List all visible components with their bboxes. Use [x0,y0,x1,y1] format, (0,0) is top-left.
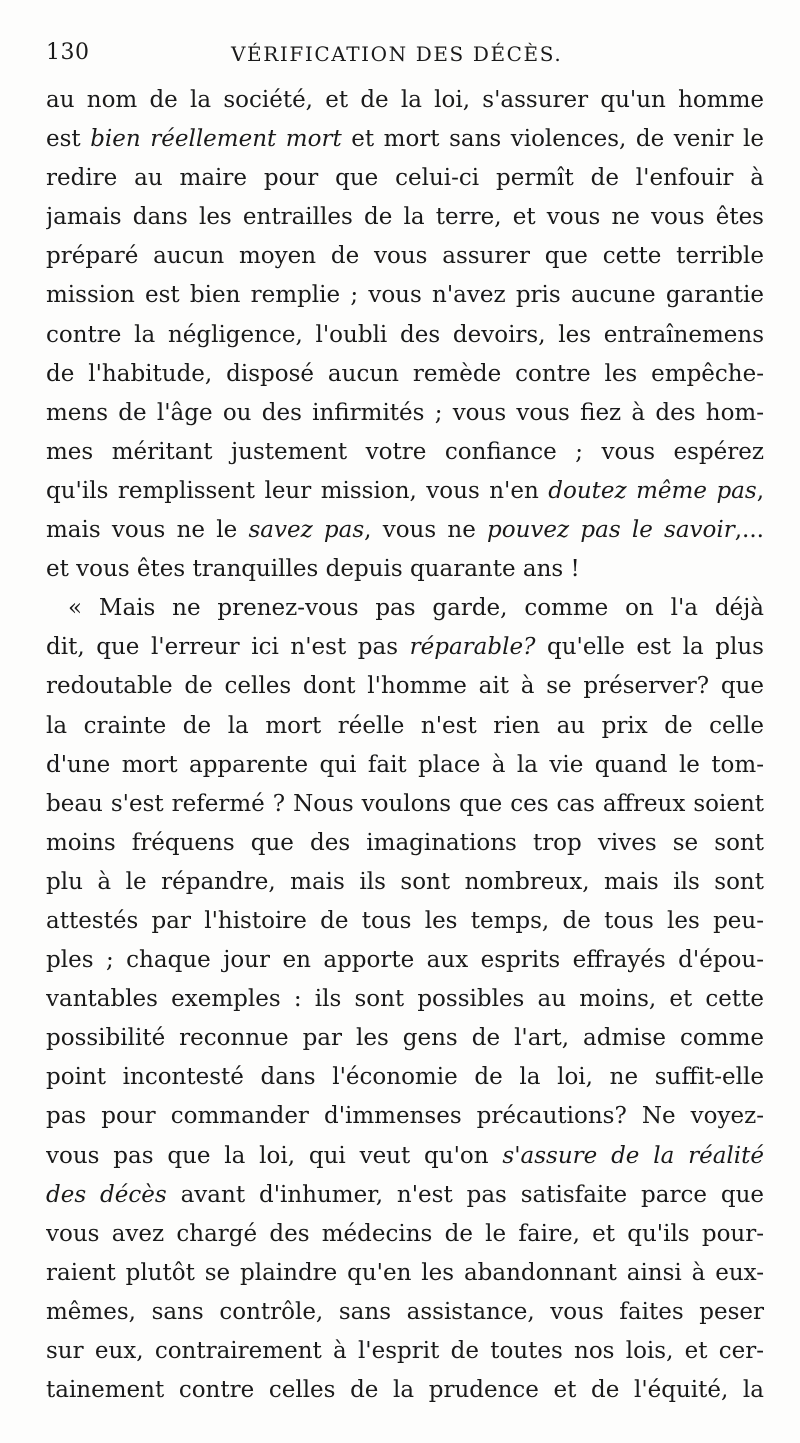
text-segment: plu à le répandre, mais ils sont nombreux, mais ils sont [46,868,764,895]
text-line [46,159,764,198]
text-line [46,980,764,1019]
text-segment: qu'elle est la plus [535,634,764,661]
text-segment: vous pas que la loi, qui veut qu'on [46,1142,503,1169]
text-segment: , vous ne [364,517,488,544]
text-segment: sur eux, contrairement à l'esprit de toutes nos lois, et cer- [46,1338,764,1364]
text-line [46,628,764,667]
italic-text: pouvez pas le savoir [487,517,735,544]
text-line [46,746,764,785]
text-segment: jamais dans les entrailles de la terre, et vous ne vous êtes [46,204,764,231]
italic-text: réparable? [409,634,536,661]
text-line [46,1176,764,1215]
text-segment: et mort sans violences, de venir le [341,126,764,153]
text-segment: tainement contre celles de la prudence et de l'équité, la [46,1377,764,1404]
body-text [46,81,764,1410]
text-line [46,824,764,863]
text-segment: préparé aucun moyen de vous assurer que cette terrible [46,243,764,270]
text-segment: contre la négligence, l'oubli des devoirs, les entraînemens [46,321,764,348]
text-segment: mes méritant justement votre confiance ; vous espérez [46,438,764,465]
text-line [46,394,764,433]
text-segment: mais vous ne le [46,517,249,544]
text-line [46,589,764,628]
text-segment: redoutable de celles dont l'homme ait à se préserver? que [46,673,764,700]
text-line [46,1097,764,1136]
text-segment: la crainte de la mort réelle n'est rien au prix de celle [46,712,764,739]
text-line [46,1058,764,1097]
text-segment: « Mais ne prenez-vous pas garde, comme on l'a déjà [68,595,764,622]
text-segment: vantables exemples : ils sont possibles au moins, et cette [46,986,764,1013]
page-number: 130 [46,40,90,65]
italic-text: des décès [46,1181,167,1208]
text-line [46,316,764,355]
text-segment: d'une mort apparente qui fait place à la vie quand le tom- [46,751,764,778]
text-segment: mens de l'âge ou des infirmités ; vous vous fiez à des hom- [46,399,764,426]
italic-text: bien réellement mort [90,126,342,153]
text-line [46,511,764,550]
text-segment: pas pour commander d'immenses précautions? Ne voyez- [46,1103,764,1130]
text-line [46,1137,764,1176]
running-head: VÉRIFICATION DES DÉCÈS. [231,42,563,66]
text-segment: point incontesté dans l'économie de la loi, ne suffit-elle [46,1064,764,1091]
text-segment: mêmes, sans contrôle, sans assistance, vous faites peser [46,1298,764,1325]
text-segment: et vous êtes tranquilles depuis quarante ans ! [46,556,580,583]
text-segment: , [756,477,764,504]
text-line [46,941,764,980]
text-line [46,1293,764,1332]
text-segment: beau s'est refermé ? Nous voulons que ces cas affreux soient [46,790,764,817]
italic-text: doutez même pas [548,477,757,504]
text-segment: attestés par l'histoire de tous les temps, de tous les peu- [46,907,764,934]
text-line [46,550,764,589]
text-line [46,707,764,746]
text-line [46,1215,764,1254]
text-line [46,237,764,276]
text-line [46,198,764,237]
text-segment: mission est bien remplie ; vous n'avez pris aucune garantie [46,282,764,309]
text-segment: qu'ils remplissent leur mission, vous n'en [46,477,549,504]
text-line [46,276,764,315]
text-line [46,120,764,159]
text-line [46,667,764,706]
text-segment: ples ; chaque jour en apporte aux esprits effrayés d'épou- [46,947,764,974]
text-segment: redire au maire pour que celui-ci permît de l'enfouir à [46,165,764,192]
text-line [46,472,764,511]
text-segment: de l'habitude, disposé aucun remède contre les empêche- [46,360,764,387]
text-line [46,81,764,120]
text-line [46,1019,764,1058]
text-segment: ,... [734,517,764,544]
page-header [46,40,760,74]
text-segment: vous avez chargé des médecins de le faire, et qu'ils pour- [46,1220,764,1247]
text-line [46,863,764,902]
text-segment: raient plutôt se plaindre qu'en les abandonnant ainsi à eux- [46,1259,764,1286]
text-segment: dit, que l'erreur ici n'est pas [46,634,410,661]
text-line [46,785,764,824]
text-segment: au nom de la société, et de la loi, s'assurer qu'un homme [46,87,764,113]
text-segment: possibilité reconnue par les gens de l'art, admise comme [46,1025,764,1052]
text-line [46,355,764,394]
text-line [46,433,764,472]
italic-text: s'assure de la réalité [502,1142,764,1169]
text-line [46,902,764,941]
text-line [46,1332,764,1371]
text-segment: est [46,126,91,153]
text-segment: avant d'inhumer, n'est pas satisfaite parce que [166,1181,764,1208]
italic-text: savez pas [248,517,365,544]
text-line [46,1254,764,1293]
text-segment: moins fréquens que des imaginations trop vives se sont [46,829,764,856]
text-line [46,1371,764,1410]
